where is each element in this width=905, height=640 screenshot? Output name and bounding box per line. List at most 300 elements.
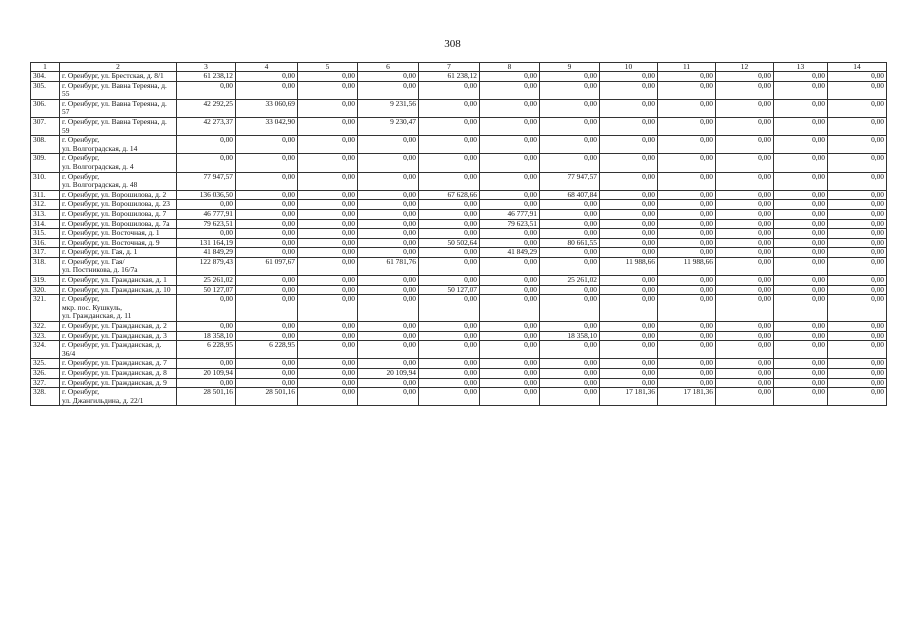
address-cell: г. Оренбург, ул. Гражданская, д. 9	[60, 378, 177, 388]
amount-cell: 0,00	[774, 331, 828, 341]
amount-cell: 0,00	[774, 209, 828, 219]
amount-cell: 0,00	[658, 81, 716, 99]
amount-cell: 17 181,36	[600, 388, 658, 406]
amount-cell: 0,00	[298, 276, 358, 286]
amount-cell: 0,00	[828, 248, 887, 258]
amount-cell: 0,00	[600, 285, 658, 295]
amount-cell: 0,00	[236, 219, 298, 229]
amount-cell: 0,00	[716, 99, 774, 117]
amount-cell: 33 042,90	[236, 117, 298, 135]
table-row	[31, 219, 887, 229]
amount-cell: 79 623,51	[480, 219, 540, 229]
amount-cell: 0,00	[658, 285, 716, 295]
address-cell: г. Оренбург, ул. Гражданская, д. 10	[60, 285, 177, 295]
address-cell: г. Оренбург, ул. Волгоградская, д. 14	[60, 136, 177, 154]
amount-cell: 0,00	[658, 154, 716, 172]
amount-cell: 0,00	[828, 331, 887, 341]
amount-cell: 0,00	[480, 136, 540, 154]
amount-cell: 0,00	[236, 331, 298, 341]
amount-cell: 50 127,07	[419, 285, 480, 295]
amount-cell: 80 661,55	[540, 238, 600, 248]
amount-cell: 0,00	[236, 172, 298, 190]
amount-cell: 0,00	[600, 190, 658, 200]
row-number: 323.	[31, 331, 60, 341]
row-number: 308.	[31, 136, 60, 154]
amount-cell: 9 231,56	[358, 99, 419, 117]
amount-cell: 0,00	[298, 388, 358, 406]
amount-cell: 6 228,95	[236, 341, 298, 359]
amount-cell: 0,00	[298, 209, 358, 219]
amount-cell: 0,00	[658, 295, 716, 322]
address-cell: г. Оренбург, ул. Гражданская, д. 3	[60, 331, 177, 341]
amount-cell: 0,00	[716, 190, 774, 200]
amount-cell: 0,00	[177, 322, 236, 332]
amount-cell: 0,00	[828, 190, 887, 200]
address-cell: г. Оренбург, ул. Волгоградская, д. 4	[60, 154, 177, 172]
row-number: 307.	[31, 117, 60, 135]
amount-cell: 0,00	[480, 378, 540, 388]
amount-cell: 0,00	[480, 200, 540, 210]
amount-cell: 0,00	[716, 359, 774, 369]
amount-cell: 0,00	[358, 341, 419, 359]
amount-cell: 0,00	[658, 72, 716, 82]
amount-cell: 6 228,95	[177, 341, 236, 359]
amount-cell: 0,00	[658, 172, 716, 190]
amount-cell: 0,00	[236, 190, 298, 200]
row-number: 305.	[31, 81, 60, 99]
row-number: 319.	[31, 276, 60, 286]
amount-cell: 0,00	[540, 388, 600, 406]
amount-cell: 0,00	[540, 81, 600, 99]
amount-cell: 0,00	[480, 190, 540, 200]
amount-cell: 0,00	[358, 219, 419, 229]
amount-cell: 0,00	[298, 285, 358, 295]
amount-cell: 0,00	[480, 369, 540, 379]
address-cell: г. Оренбург, ул. Гражданская, д. 36/4	[60, 341, 177, 359]
address-cell: г. Оренбург, ул. Гражданская, д. 8	[60, 369, 177, 379]
amount-cell: 9 230,47	[358, 117, 419, 135]
amount-cell: 0,00	[236, 369, 298, 379]
amount-cell: 0,00	[540, 229, 600, 239]
amount-cell: 0,00	[358, 136, 419, 154]
amount-cell: 0,00	[419, 295, 480, 322]
row-number: 317.	[31, 248, 60, 258]
table-row	[31, 331, 887, 341]
amount-cell: 0,00	[828, 276, 887, 286]
amount-cell: 0,00	[774, 81, 828, 99]
row-number: 315.	[31, 229, 60, 239]
amount-cell: 0,00	[540, 117, 600, 135]
amount-cell: 0,00	[236, 378, 298, 388]
amount-cell: 0,00	[298, 154, 358, 172]
amount-cell: 0,00	[358, 331, 419, 341]
amount-cell: 42 273,37	[177, 117, 236, 135]
amount-cell: 0,00	[828, 154, 887, 172]
amount-cell: 0,00	[828, 341, 887, 359]
amount-cell: 18 358,10	[177, 331, 236, 341]
amount-cell: 0,00	[419, 99, 480, 117]
amount-cell: 0,00	[658, 200, 716, 210]
address-cell: г. Оренбург, ул. Вавна Тереяна, д. 55	[60, 81, 177, 99]
amount-cell: 77 947,57	[540, 172, 600, 190]
amount-cell: 0,00	[774, 238, 828, 248]
amount-cell: 0,00	[600, 276, 658, 286]
amount-cell: 0,00	[358, 190, 419, 200]
amount-cell: 0,00	[298, 117, 358, 135]
amount-cell: 0,00	[298, 322, 358, 332]
table-row	[31, 341, 887, 359]
amount-cell: 0,00	[658, 117, 716, 135]
row-number: 304.	[31, 72, 60, 82]
address-cell: г. Оренбург, ул. Гражданская, д. 2	[60, 322, 177, 332]
amount-cell: 61 781,76	[358, 257, 419, 275]
amount-cell: 0,00	[600, 359, 658, 369]
table-row	[31, 200, 887, 210]
amount-cell: 0,00	[236, 238, 298, 248]
amount-cell: 0,00	[358, 295, 419, 322]
amount-cell: 0,00	[716, 200, 774, 210]
address-cell: г. Оренбург, ул. Ворошилова, д. 2	[60, 190, 177, 200]
column-header: 10	[600, 63, 658, 72]
row-number: 327.	[31, 378, 60, 388]
amount-cell: 0,00	[480, 154, 540, 172]
row-number: 316.	[31, 238, 60, 248]
amount-cell: 0,00	[658, 276, 716, 286]
amount-cell: 0,00	[774, 136, 828, 154]
column-header: 3	[177, 63, 236, 72]
amount-cell: 0,00	[716, 72, 774, 82]
amount-cell: 0,00	[540, 295, 600, 322]
column-header: 12	[716, 63, 774, 72]
table-row	[31, 117, 887, 135]
amount-cell: 67 628,66	[419, 190, 480, 200]
amount-cell: 0,00	[774, 341, 828, 359]
amount-cell: 0,00	[716, 369, 774, 379]
row-number: 328.	[31, 388, 60, 406]
amount-cell: 0,00	[236, 209, 298, 219]
table-row	[31, 209, 887, 219]
column-header: 1	[31, 63, 60, 72]
amount-cell: 0,00	[358, 172, 419, 190]
address-cell: г. Оренбург, ул. Восточная, д. 1	[60, 229, 177, 239]
amount-cell: 0,00	[419, 257, 480, 275]
amount-cell: 0,00	[600, 295, 658, 322]
amount-cell: 0,00	[419, 322, 480, 332]
column-header: 8	[480, 63, 540, 72]
row-number: 306.	[31, 99, 60, 117]
amount-cell: 0,00	[658, 209, 716, 219]
amount-cell: 0,00	[828, 359, 887, 369]
amount-cell: 0,00	[716, 378, 774, 388]
amount-cell: 0,00	[236, 295, 298, 322]
address-cell: г. Оренбург, ул. Гражданская, д. 1	[60, 276, 177, 286]
amount-cell: 0,00	[419, 81, 480, 99]
column-header: 9	[540, 63, 600, 72]
amount-cell: 0,00	[600, 99, 658, 117]
amount-cell: 0,00	[540, 219, 600, 229]
amount-cell: 0,00	[540, 200, 600, 210]
amount-cell: 0,00	[716, 248, 774, 258]
amount-cell: 0,00	[540, 378, 600, 388]
column-header: 7	[419, 63, 480, 72]
column-header: 4	[236, 63, 298, 72]
table-row	[31, 378, 887, 388]
amount-cell: 0,00	[540, 248, 600, 258]
amount-cell: 0,00	[774, 72, 828, 82]
address-cell: г. Оренбург, ул. Ворошилова, д. 7	[60, 209, 177, 219]
amount-cell: 0,00	[419, 154, 480, 172]
amount-cell: 0,00	[716, 341, 774, 359]
amount-cell: 0,00	[480, 81, 540, 99]
amount-cell: 0,00	[716, 388, 774, 406]
amount-cell: 0,00	[658, 229, 716, 239]
amount-cell: 0,00	[774, 117, 828, 135]
column-header: 5	[298, 63, 358, 72]
amount-cell: 0,00	[716, 322, 774, 332]
amount-cell: 0,00	[600, 209, 658, 219]
table-row	[31, 322, 887, 332]
amount-cell: 11 988,66	[600, 257, 658, 275]
amount-cell: 0,00	[177, 136, 236, 154]
amount-cell: 0,00	[177, 81, 236, 99]
amount-cell: 50 127,07	[177, 285, 236, 295]
amount-cell: 0,00	[600, 331, 658, 341]
amount-cell: 0,00	[828, 117, 887, 135]
amount-cell: 0,00	[358, 388, 419, 406]
amount-cell: 25 261,02	[177, 276, 236, 286]
amount-cell: 0,00	[716, 238, 774, 248]
amount-cell: 0,00	[540, 99, 600, 117]
row-number: 320.	[31, 285, 60, 295]
amount-cell: 0,00	[716, 219, 774, 229]
amount-cell: 0,00	[298, 136, 358, 154]
row-number: 321.	[31, 295, 60, 322]
amount-cell: 0,00	[236, 81, 298, 99]
amount-cell: 0,00	[480, 331, 540, 341]
amount-cell: 0,00	[358, 378, 419, 388]
amount-cell: 0,00	[828, 257, 887, 275]
amount-cell: 20 109,94	[177, 369, 236, 379]
amount-cell: 0,00	[480, 117, 540, 135]
amount-cell: 0,00	[540, 257, 600, 275]
amount-cell: 0,00	[419, 359, 480, 369]
amount-cell: 0,00	[480, 322, 540, 332]
amount-cell: 0,00	[236, 248, 298, 258]
amount-cell: 136 036,50	[177, 190, 236, 200]
amount-cell: 0,00	[600, 219, 658, 229]
amount-cell: 0,00	[540, 285, 600, 295]
amount-cell: 0,00	[358, 359, 419, 369]
amount-cell: 0,00	[419, 229, 480, 239]
row-number: 324.	[31, 341, 60, 359]
amount-cell: 0,00	[236, 276, 298, 286]
table-row	[31, 369, 887, 379]
amount-cell: 0,00	[480, 229, 540, 239]
table-row	[31, 81, 887, 99]
amount-cell: 0,00	[658, 322, 716, 332]
amount-cell: 0,00	[600, 72, 658, 82]
amount-cell: 0,00	[540, 341, 600, 359]
row-number: 309.	[31, 154, 60, 172]
amount-cell: 0,00	[774, 378, 828, 388]
column-header: 2	[60, 63, 177, 72]
amount-cell: 0,00	[774, 369, 828, 379]
amount-cell: 0,00	[658, 219, 716, 229]
amount-cell: 0,00	[600, 172, 658, 190]
address-cell: г. Оренбург, ул. Джангильдина, д. 22/1	[60, 388, 177, 406]
amount-cell: 0,00	[774, 359, 828, 369]
table-body	[31, 72, 887, 406]
amount-cell: 0,00	[298, 331, 358, 341]
amount-cell: 0,00	[716, 209, 774, 219]
amount-cell: 0,00	[658, 190, 716, 200]
row-number: 310.	[31, 172, 60, 190]
address-cell: г. Оренбург, ул. Вавна Тереяна, д. 59	[60, 117, 177, 135]
amount-cell: 0,00	[419, 172, 480, 190]
amount-cell: 25 261,02	[540, 276, 600, 286]
amount-cell: 0,00	[236, 322, 298, 332]
amount-cell: 0,00	[774, 248, 828, 258]
amount-cell: 0,00	[177, 200, 236, 210]
amount-cell: 0,00	[828, 295, 887, 322]
amount-cell: 0,00	[236, 359, 298, 369]
amount-cell: 0,00	[298, 229, 358, 239]
amount-cell: 0,00	[358, 72, 419, 82]
amount-cell: 0,00	[298, 190, 358, 200]
table-row	[31, 248, 887, 258]
amount-cell: 0,00	[358, 285, 419, 295]
amount-cell: 0,00	[828, 72, 887, 82]
amount-cell: 0,00	[716, 172, 774, 190]
amount-cell: 0,00	[298, 378, 358, 388]
amount-cell: 0,00	[774, 172, 828, 190]
amount-cell: 0,00	[419, 369, 480, 379]
amount-cell: 0,00	[419, 378, 480, 388]
address-cell: г. Оренбург, ул. Гая/ ул. Постникова, д. 16/7а	[60, 257, 177, 275]
amount-cell: 0,00	[236, 285, 298, 295]
amount-cell: 0,00	[540, 209, 600, 219]
row-number: 318.	[31, 257, 60, 275]
amount-cell: 46 777,91	[177, 209, 236, 219]
amount-cell: 0,00	[828, 369, 887, 379]
amount-cell: 0,00	[828, 285, 887, 295]
amount-cell: 17 181,36	[658, 388, 716, 406]
amount-cell: 0,00	[358, 238, 419, 248]
amount-cell: 0,00	[774, 322, 828, 332]
amount-cell: 0,00	[774, 154, 828, 172]
amount-cell: 0,00	[716, 154, 774, 172]
amount-cell: 131 164,19	[177, 238, 236, 248]
amount-cell: 0,00	[774, 257, 828, 275]
amount-cell: 122 879,43	[177, 257, 236, 275]
amount-cell: 0,00	[828, 172, 887, 190]
amount-cell: 0,00	[716, 81, 774, 99]
table-row	[31, 190, 887, 200]
amount-cell: 61 097,67	[236, 257, 298, 275]
amount-cell: 0,00	[774, 219, 828, 229]
amount-cell: 0,00	[658, 248, 716, 258]
amount-cell: 0,00	[419, 341, 480, 359]
address-cell: г. Оренбург, ул. Брестская, д. 8/1	[60, 72, 177, 82]
amount-cell: 0,00	[298, 72, 358, 82]
amount-cell: 61 238,12	[419, 72, 480, 82]
amount-cell: 0,00	[600, 378, 658, 388]
amount-cell: 79 623,51	[177, 219, 236, 229]
column-header: 6	[358, 63, 419, 72]
amount-cell: 0,00	[480, 276, 540, 286]
amount-cell: 0,00	[600, 154, 658, 172]
amount-cell: 0,00	[600, 238, 658, 248]
amount-cell: 0,00	[658, 341, 716, 359]
amount-cell: 0,00	[658, 331, 716, 341]
amount-cell: 0,00	[828, 378, 887, 388]
amount-cell: 0,00	[600, 81, 658, 99]
amount-cell: 0,00	[177, 359, 236, 369]
amount-cell: 0,00	[828, 229, 887, 239]
amount-cell: 28 501,16	[177, 388, 236, 406]
amount-cell: 0,00	[358, 229, 419, 239]
column-header: 11	[658, 63, 716, 72]
amount-cell: 0,00	[419, 136, 480, 154]
amount-cell: 0,00	[600, 117, 658, 135]
address-cell: г. Оренбург, ул. Ворошилова, д. 23	[60, 200, 177, 210]
address-cell: г. Оренбург, ул. Гражданская, д. 7	[60, 359, 177, 369]
page-number: 308	[444, 38, 461, 50]
amount-cell: 0,00	[358, 81, 419, 99]
amount-cell: 0,00	[236, 229, 298, 239]
row-number: 313.	[31, 209, 60, 219]
row-number: 322.	[31, 322, 60, 332]
amount-cell: 0,00	[828, 136, 887, 154]
table-row	[31, 238, 887, 248]
amount-cell: 0,00	[358, 276, 419, 286]
amount-cell: 0,00	[298, 295, 358, 322]
amount-cell: 0,00	[177, 229, 236, 239]
amount-cell: 0,00	[658, 238, 716, 248]
table-row	[31, 154, 887, 172]
amount-cell: 0,00	[298, 172, 358, 190]
header-row	[31, 63, 887, 72]
amount-cell: 0,00	[716, 331, 774, 341]
amount-cell: 0,00	[658, 378, 716, 388]
amount-cell: 0,00	[358, 154, 419, 172]
amount-cell: 28 501,16	[236, 388, 298, 406]
amount-cell: 0,00	[419, 219, 480, 229]
amount-cell: 0,00	[480, 388, 540, 406]
amount-cell: 0,00	[828, 219, 887, 229]
amount-cell: 0,00	[236, 72, 298, 82]
amount-cell: 0,00	[236, 136, 298, 154]
amount-cell: 0,00	[540, 359, 600, 369]
column-header: 13	[774, 63, 828, 72]
amount-cell: 0,00	[600, 341, 658, 359]
amount-cell: 0,00	[540, 369, 600, 379]
amount-cell: 0,00	[658, 99, 716, 117]
amount-cell: 0,00	[480, 238, 540, 248]
amount-cell: 11 988,66	[658, 257, 716, 275]
amount-cell: 50 502,64	[419, 238, 480, 248]
amount-cell: 0,00	[358, 322, 419, 332]
amount-cell: 0,00	[298, 99, 358, 117]
amount-cell: 0,00	[716, 117, 774, 135]
amount-cell: 0,00	[177, 295, 236, 322]
amount-cell: 0,00	[236, 200, 298, 210]
amount-cell: 0,00	[540, 154, 600, 172]
table-row	[31, 388, 887, 406]
amount-cell: 0,00	[658, 359, 716, 369]
amount-cell: 77 947,57	[177, 172, 236, 190]
amount-cell: 0,00	[177, 378, 236, 388]
